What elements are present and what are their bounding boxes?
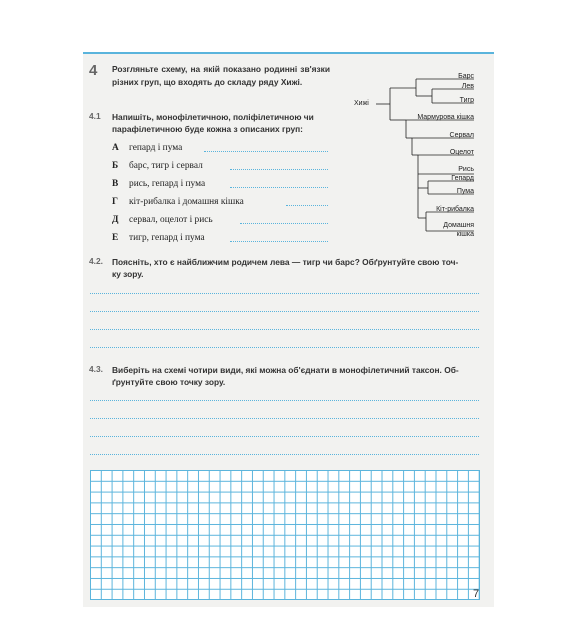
q41-number: 4.1 — [89, 111, 101, 121]
page-number: 7 — [473, 588, 480, 600]
option-text: рись, гепард і пума — [129, 179, 206, 189]
option-text: тигр, гепард і пума — [129, 233, 205, 243]
answer-line[interactable] — [90, 436, 479, 437]
option-letter: Г — [112, 197, 118, 207]
taxon-label: Пума — [456, 188, 474, 195]
answer-line[interactable] — [90, 347, 479, 348]
option-letter: В — [112, 179, 119, 189]
task-number: 4 — [89, 62, 98, 79]
answer-line[interactable] — [90, 400, 479, 401]
option-text: гепард і пума — [129, 143, 183, 153]
taxon-label: Сервал — [449, 132, 474, 139]
option-letter: А — [112, 143, 119, 153]
answer-line[interactable] — [90, 329, 479, 330]
answer-line[interactable] — [230, 169, 328, 170]
answer-line[interactable] — [90, 311, 479, 312]
option-letter: Е — [112, 233, 119, 243]
taxon-label: Тигр — [459, 97, 474, 104]
task-intro: Розгляньте схему, на якій показано родинні зв'язки різних груп, що входять до складу ряду Хижі. — [112, 64, 330, 87]
taxon-label: Гепард — [451, 175, 474, 182]
q43-number: 4.3. — [89, 364, 103, 374]
q42-number: 4.2. — [89, 256, 103, 266]
answer-line[interactable] — [240, 223, 328, 224]
answer-grid[interactable] — [90, 470, 480, 600]
option-letter: Д — [112, 215, 119, 225]
answer-line[interactable] — [90, 418, 479, 419]
answer-line[interactable] — [90, 293, 479, 294]
option-text: барс, тигр і сервал — [129, 161, 203, 171]
option-text: кіт-рибалка і домашня кішка — [129, 197, 244, 207]
answer-line[interactable] — [230, 187, 328, 188]
taxon-label: Мармурова кішка — [417, 114, 474, 121]
taxon-label: Оцелот — [449, 149, 474, 156]
answer-line[interactable] — [204, 151, 328, 152]
taxon-label: Рись — [458, 166, 474, 173]
q41-text-line1: Напишіть, монофілетичною, поліфілетичною чи — [112, 112, 314, 122]
taxon-label: Лев — [461, 83, 474, 90]
answer-line[interactable] — [230, 241, 328, 242]
q43-text-line1: Виберіть на схемі чотири види, які можна об'єднати в монофілетичний таксон. Об- — [112, 365, 459, 375]
taxon-label: Барс — [458, 73, 474, 80]
q41-text-line2: парафілетичною буде кожна з описаних груп: — [112, 124, 303, 134]
tree-root-label: Хижі — [354, 100, 369, 107]
q43-text-line2: ґрунтуйте свою точку зору. — [112, 377, 226, 387]
taxon-label: Кіт-рибалка — [436, 206, 474, 213]
option-letter: Б — [112, 161, 119, 171]
taxon-label: кішка — [456, 231, 474, 238]
answer-line[interactable] — [90, 454, 479, 455]
q42-text-line1: Поясніть, хто є найближчим родичем лева — тигр чи барс? Обґрунтуйте свою точ- — [112, 257, 459, 267]
top-divider — [83, 52, 494, 54]
taxon-label: Домашня — [443, 222, 474, 229]
phylogenetic-tree — [350, 68, 480, 243]
option-text: сервал, оцелот і рись — [129, 215, 213, 225]
q42-text-line2: ку зору. — [112, 269, 144, 279]
answer-line[interactable] — [286, 205, 328, 206]
